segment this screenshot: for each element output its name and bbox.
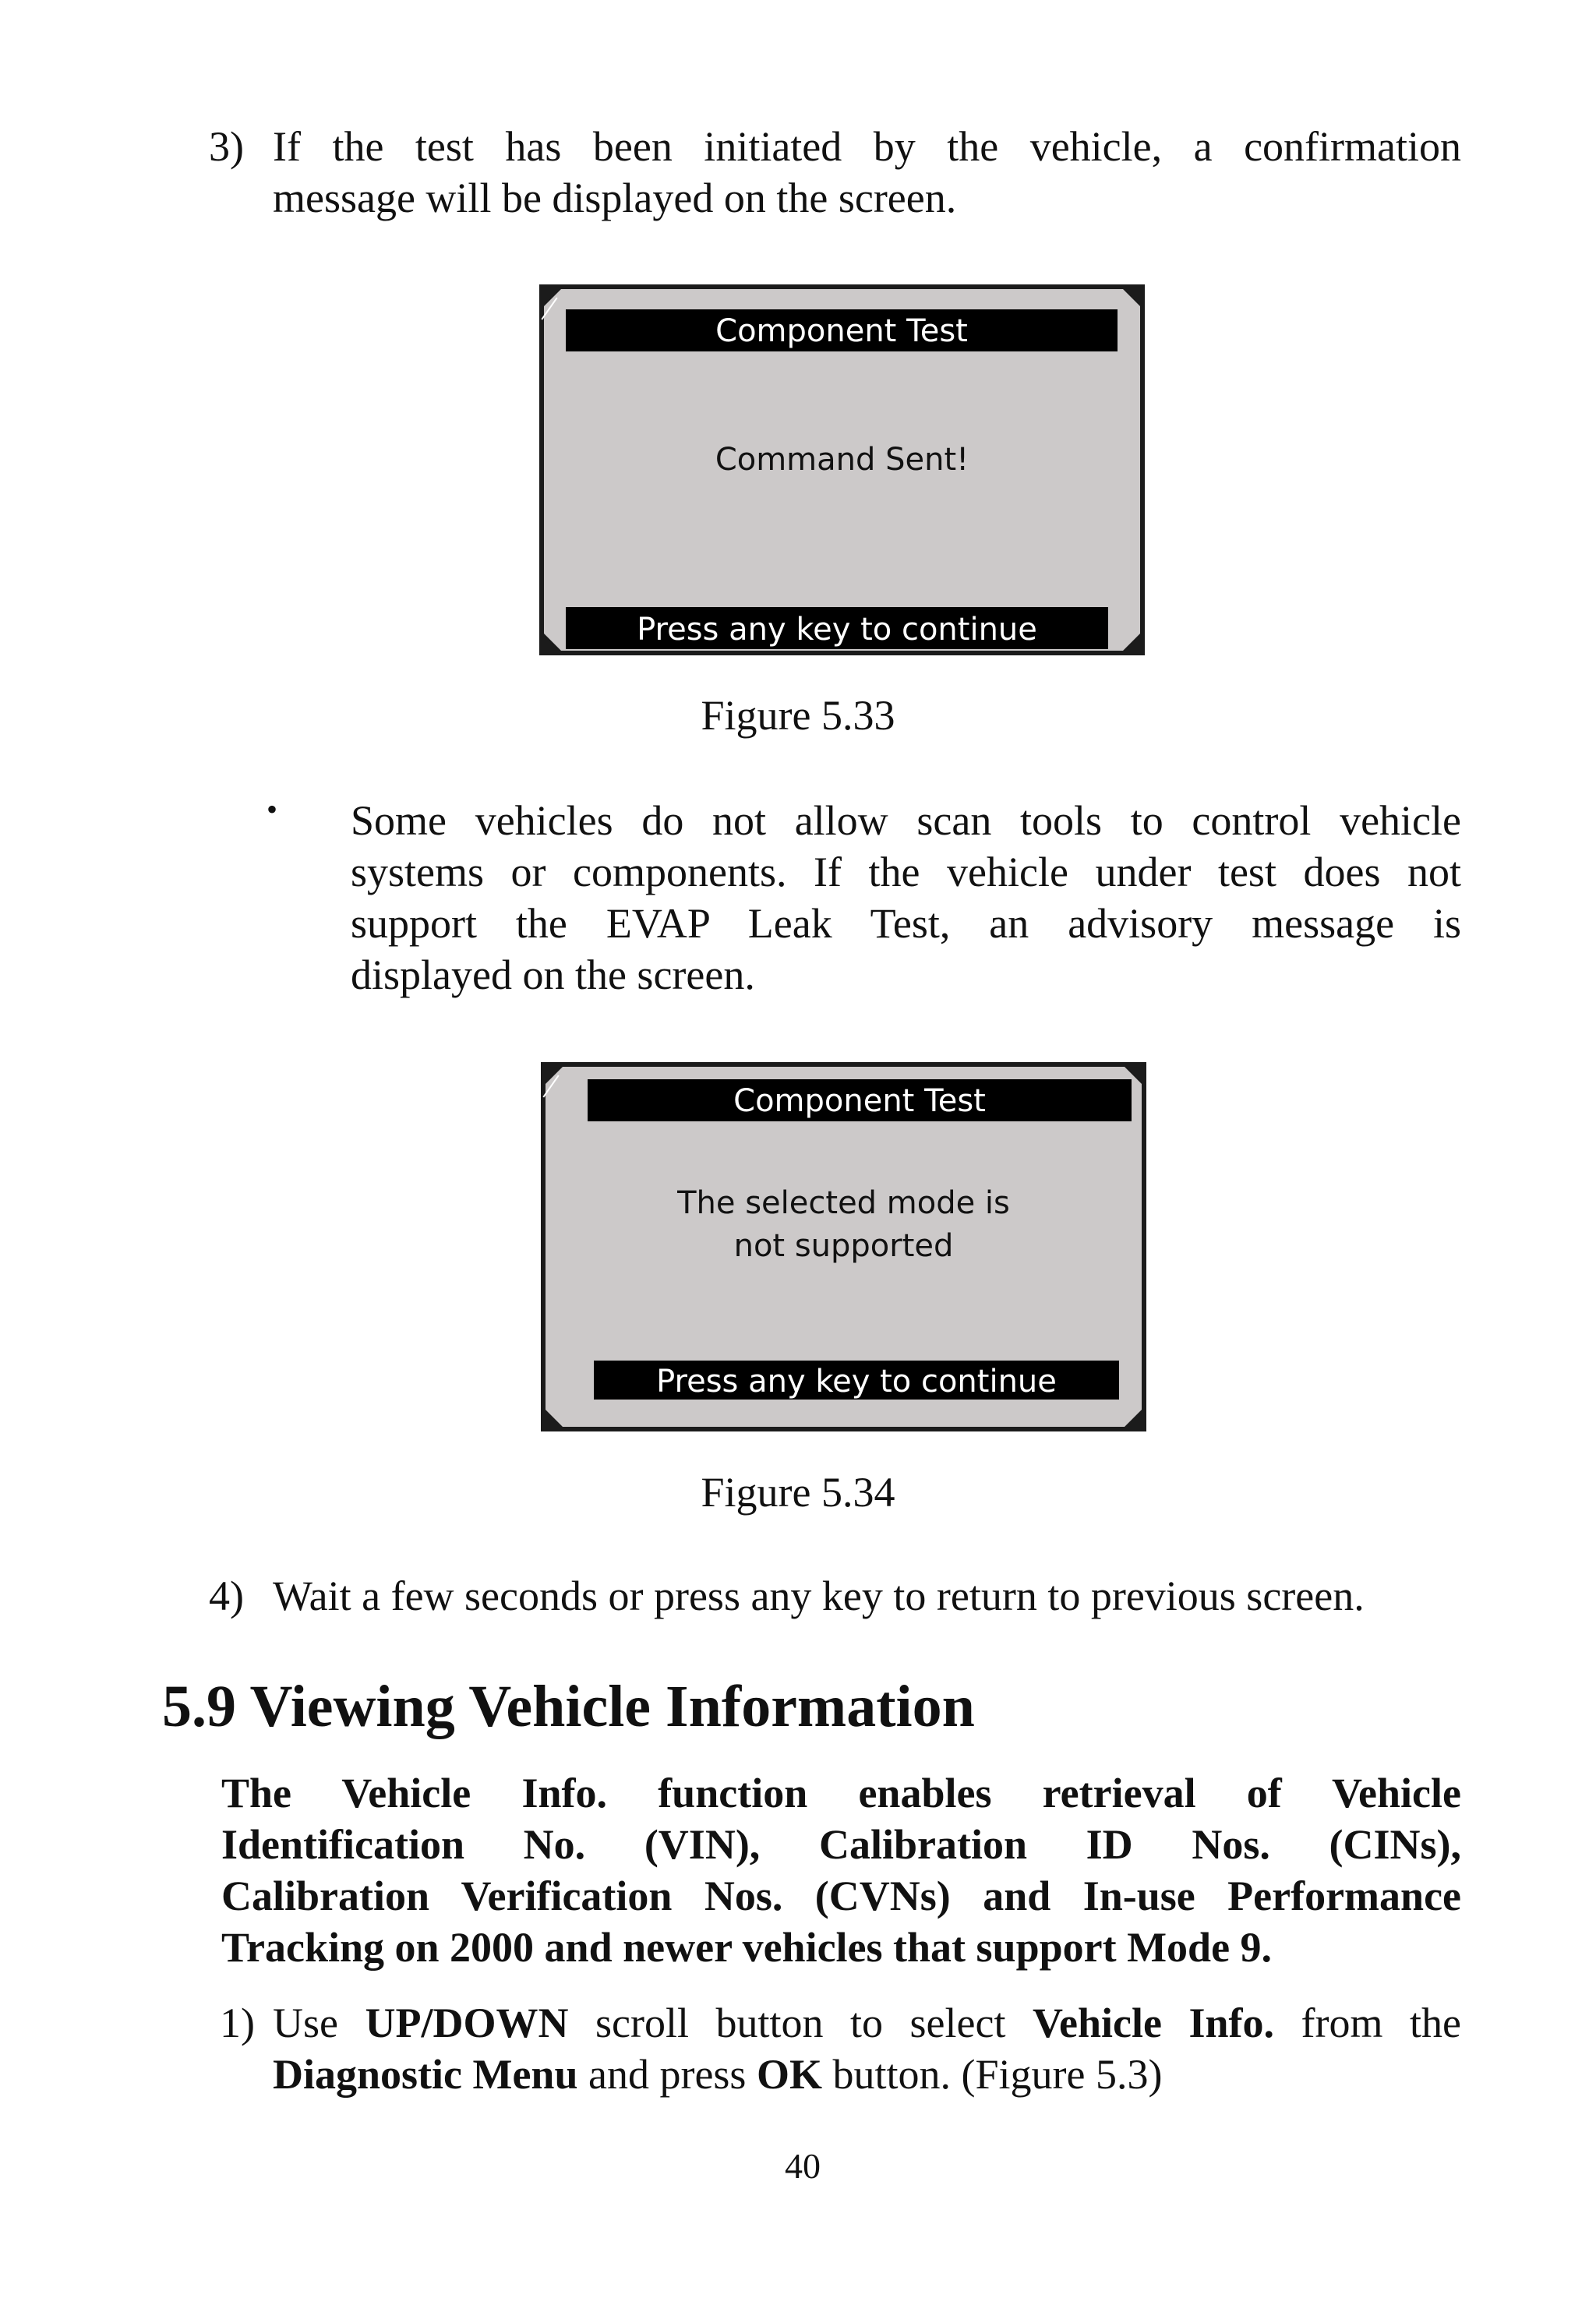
- step-3-line-1: If the test has been initiated by the vehicle, a confirmation: [273, 123, 1461, 170]
- screen-message-line-2: not supported: [733, 1228, 954, 1264]
- screen-footer-bar: Press any key to continue: [566, 607, 1108, 649]
- device-screen-figure-5-33: [539, 284, 1145, 655]
- bullet-line-1: Some vehicles do not allow scan tools to control vehicle: [351, 797, 1461, 844]
- step-4-number: 4): [209, 1573, 244, 1619]
- step-1-line-1: Use UP/DOWN scroll button to select Vehicle Info. from the: [273, 2000, 1461, 2046]
- section-intro: [221, 1767, 1461, 1973]
- device-screen-figure-5-34: [541, 1062, 1146, 1431]
- screen-message-line-1: The selected mode is: [677, 1185, 1010, 1221]
- bullet-line-4: displayed on the screen.: [351, 951, 755, 998]
- screen-title-bar: Component Test: [588, 1079, 1132, 1121]
- bullet-line-3: support the EVAP Leak Test, an advisory message is: [351, 900, 1461, 947]
- bullet-point: •: [267, 792, 278, 827]
- step-1-number: 1): [220, 2000, 255, 2046]
- screen-footer-bar: Press any key to continue: [594, 1361, 1119, 1400]
- key-ok: OK: [756, 2051, 822, 2098]
- step-1-line-2: Diagnostic Menu and press OK button. (Figure 5.3): [273, 2051, 1163, 2098]
- bullet-text: [351, 795, 1461, 1001]
- section-heading: 5.9 Viewing Vehicle Information: [162, 1674, 975, 1739]
- step-3-number: 3): [209, 123, 244, 170]
- step-4-text: Wait a few seconds or press any key to return to previous screen.: [273, 1573, 1365, 1619]
- menu-vehicle-info: Vehicle Info.: [1032, 2000, 1275, 2046]
- intro-line-2: Identification No. (VIN), Calibration ID Nos. (CINs),: [221, 1821, 1461, 1868]
- figure-5-34-caption: Figure 5.34: [701, 1469, 895, 1516]
- menu-diagnostic: Diagnostic Menu: [273, 2051, 578, 2098]
- intro-line-3: Calibration Verification Nos. (CVNs) and In-use Performance: [221, 1873, 1461, 1919]
- page-number: 40: [785, 2146, 821, 2186]
- screen-message: Command Sent!: [715, 442, 969, 478]
- step-1-text: [273, 1997, 1461, 2100]
- step-3-line-2: message will be displayed on the screen.: [273, 175, 957, 221]
- key-up-down: UP/DOWN: [365, 2000, 569, 2046]
- intro-line-1: The Vehicle Info. function enables retrieval of Vehicle: [221, 1770, 1461, 1816]
- bullet-line-2: systems or components. If the vehicle under test does not: [351, 849, 1461, 895]
- intro-line-4: Tracking on 2000 and newer vehicles that support Mode 9.: [221, 1924, 1273, 1971]
- step-3-text: [273, 121, 1461, 224]
- figure-5-33-caption: Figure 5.33: [701, 692, 895, 739]
- screen-title-bar: Component Test: [566, 309, 1118, 351]
